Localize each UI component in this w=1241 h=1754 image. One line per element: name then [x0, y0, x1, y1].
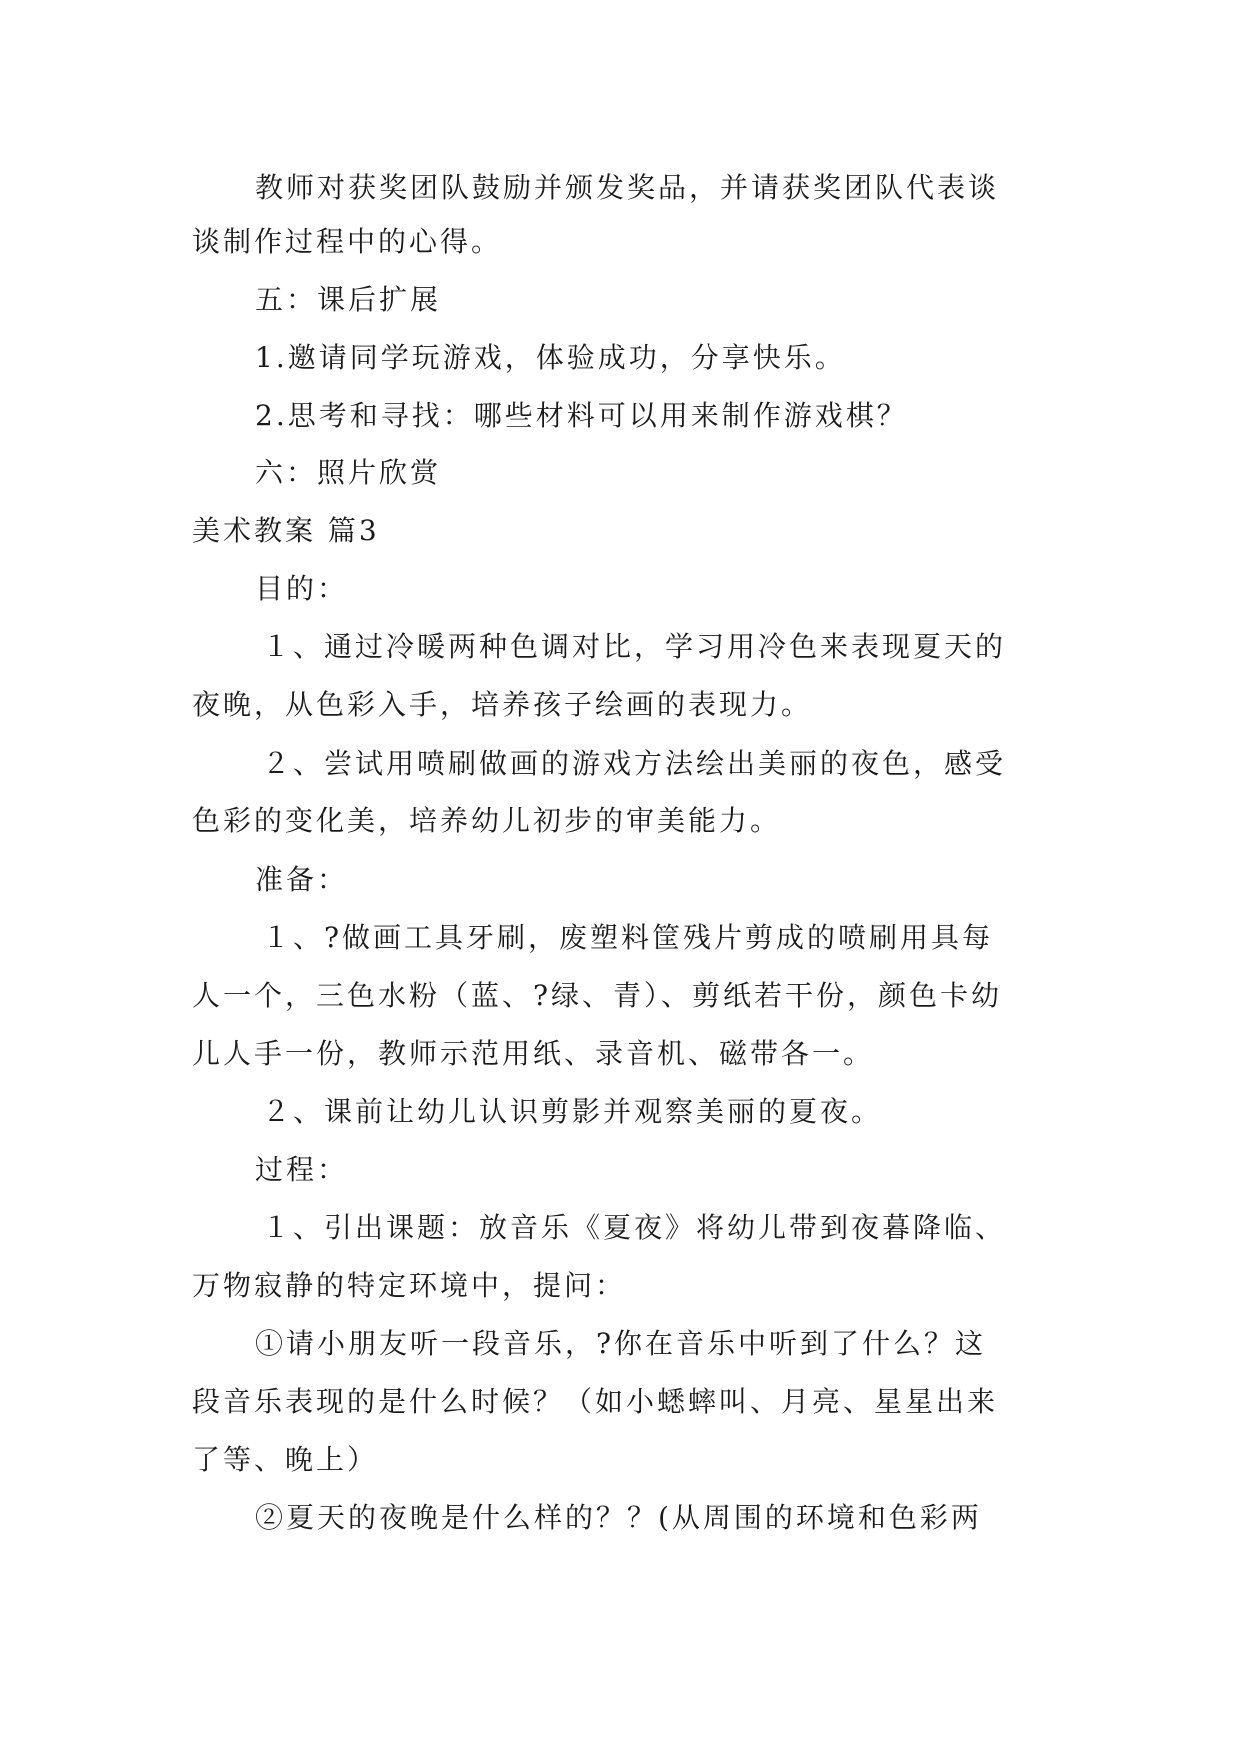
paragraph-line: 教师对获奖团队鼓励并颁发奖品，并请获奖团队代表谈 — [255, 171, 1000, 204]
paragraph-line: 夜晚，从色彩入手，培养孩子绘画的表现力。 — [192, 688, 813, 721]
list-item: １、引出课题：放音乐《夏夜》将幼儿带到夜暮降临、 — [262, 1211, 1007, 1244]
list-item: ２、尝试用喷刷做画的游戏方法绘出美丽的夜色，感受 — [262, 747, 1007, 780]
paragraph-line: 色彩的变化美，培养幼儿初步的审美能力。 — [192, 804, 782, 837]
article-title: 美术教案 篇3 — [192, 514, 380, 547]
list-item: 2.思考和寻找：哪些材料可以用来制作游戏棋？ — [255, 399, 908, 432]
list-item: ②夏天的夜晚是什么样的？？(从周围的环境和色彩两 — [255, 1501, 982, 1534]
section-heading: 五：课后扩展 — [255, 283, 442, 316]
paragraph-line: 儿人手一份，教师示范用纸、录音机、磁带各一。 — [192, 1037, 875, 1070]
list-item: 1.邀请同学玩游戏，体验成功，分享快乐。 — [255, 341, 846, 374]
section-heading: 准备： — [255, 863, 349, 896]
paragraph-line: 段音乐表现的是什么时候？（如小蟋蟀叫、月亮、星星出来 — [192, 1385, 999, 1418]
section-heading: 过程： — [255, 1153, 349, 1186]
section-heading: 目的： — [255, 572, 349, 605]
paragraph-line: 万物寂静的特定环境中，提问： — [192, 1269, 627, 1302]
list-item: ①请小朋友听一段音乐，?你在音乐中听到了什么？这 — [255, 1327, 987, 1360]
paragraph-line: 了等、晚上） — [192, 1443, 379, 1476]
section-heading: 六：照片欣赏 — [255, 456, 442, 489]
list-item: １、?做画工具牙刷，废塑料筐残片剪成的喷刷用具每 — [262, 921, 994, 954]
paragraph-line: 人一个，三色水粉（蓝、?绿、青）、剪纸若干份，颜色卡幼 — [192, 979, 1003, 1012]
list-item: ２、课前让幼儿认识剪影并观察美丽的夏夜。 — [262, 1095, 883, 1128]
paragraph-line: 谈制作过程中的心得。 — [192, 225, 503, 258]
list-item: １、通过冷暖两种色调对比，学习用冷色来表现夏天的 — [262, 630, 1007, 663]
